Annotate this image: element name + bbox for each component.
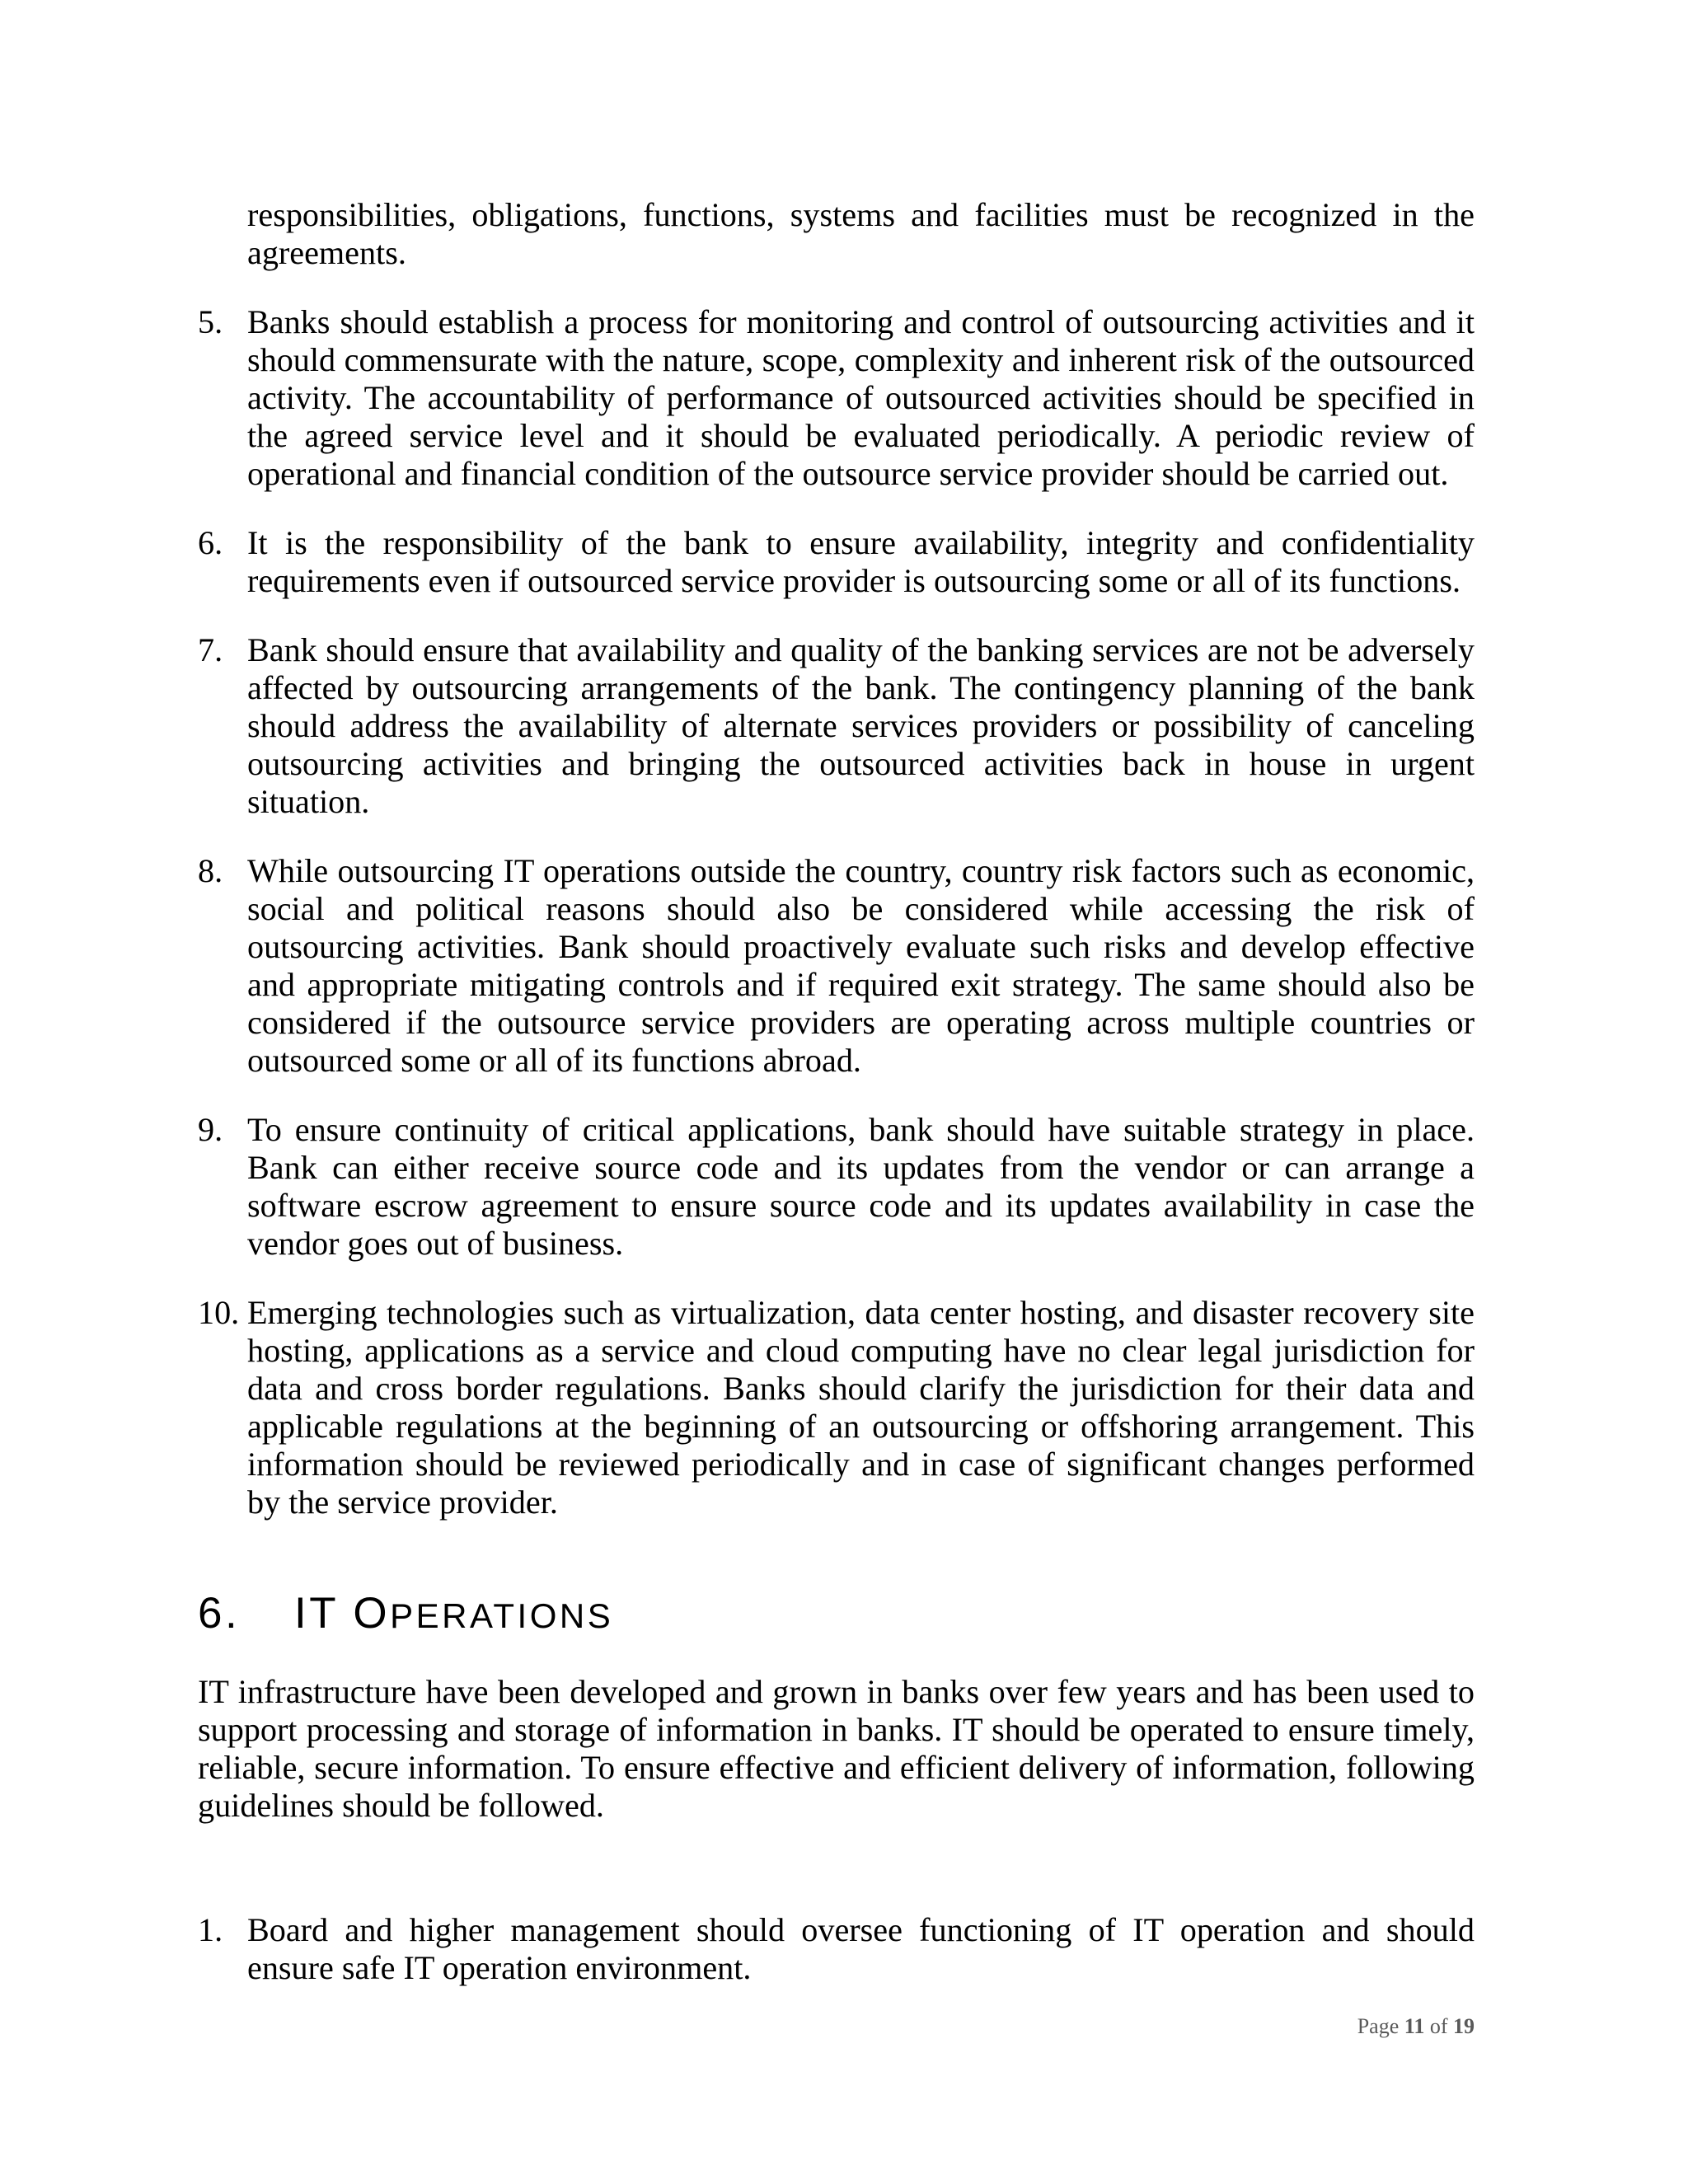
list-item-number: 10.: [198, 1294, 240, 1331]
list-item-text: Emerging technologies such as virtualization, data center hosting, and disaster recovery site hosting, applications as a service and cloud computing have no clear legal jurisdiction for data and cross border regulations. Banks should clarify the jurisdiction for their data and applicable regulations at the beginning of an outsourcing or offshoring arrangement. This information should be reviewed periodically and in case of significant changes performed by the service provider.: [247, 1294, 1475, 1521]
page-content: [198, 196, 1475, 1987]
list-item-number: 6.: [198, 524, 223, 561]
list-item-9: [198, 1111, 1475, 1263]
footer-current-page: 11: [1404, 2014, 1425, 2038]
list-item-6: [198, 524, 1475, 600]
list-item-number: 5.: [198, 303, 223, 340]
section-number: 6.: [198, 1589, 241, 1638]
list-item-number: 9.: [198, 1111, 223, 1148]
section-heading: [198, 1587, 1475, 1643]
list-item-10: [198, 1294, 1475, 1521]
list-item-1: [198, 1911, 1475, 1987]
list-item-text: Bank should ensure that availability and quality of the banking services are not be adversely affected by outsourcing arrangements of the bank. The contingency planning of the bank should address the availability of alternate services providers or possibility of canceling outsourcing activities and bringing the outsourced activities back in house in urgent situation.: [247, 631, 1475, 820]
footer-of-label: of: [1429, 2014, 1448, 2038]
list-item-text: To ensure continuity of critical applications, bank should have suitable strategy in place. Bank can either receive source code and its updates from the vendor or can arrange a software escrow agreement to ensure source code and its updates availability in case the vendor goes out of business.: [247, 1111, 1475, 1262]
footer-page-label: Page: [1357, 2014, 1400, 2038]
section-intro-paragraph: IT infrastructure have been developed and grown in banks over few years and has been used to support processing and storage of information in banks. IT should be operated to ensure timely, reliable, secure information. To ensure effective and efficient delivery of information, following guidelines should be followed.: [198, 1673, 1475, 1824]
list-item-text: It is the responsibility of the bank to ensure availability, integrity and confidentiality requirements even if outsourced service provider is outsourcing some or all of its functions.: [247, 524, 1475, 599]
continuation-paragraph: responsibilities, obligations, functions, systems and facilities must be recognized in the agreements.: [247, 196, 1475, 271]
list-item-number: 7.: [198, 631, 223, 668]
list-item-7: [198, 631, 1475, 821]
list-item-number: 1.: [198, 1911, 223, 1948]
page-footer: [1357, 2014, 1475, 2039]
list-item-text: While outsourcing IT operations outside the country, country risk factors such as economic, social and political reasons should also be considered while accessing the risk of outsourcing activities. Bank should proactively evaluate such risks and develop effective and appropriate mitigating controls and if required exit strategy. The same should also be considered if the outsource service providers are operating across multiple countries or outsourced some or all of its functions abroad.: [247, 852, 1475, 1079]
list-item-number: 8.: [198, 852, 223, 889]
section-title-word-2: OPERATIONS: [353, 1589, 614, 1638]
list-item-8: [198, 852, 1475, 1080]
section-title-word-1: IT: [294, 1589, 339, 1638]
list-item-5: [198, 303, 1475, 493]
list-item-text: Banks should establish a process for monitoring and control of outsourcing activities and it should commensurate with the nature, scope, complexity and inherent risk of the outsourced activity. The accountability of performance of outsourced activities should be specified in the agreed service level and it should be evaluated periodically. A periodic review of operational and financial condition of the outsource service provider should be carried out.: [247, 303, 1475, 492]
list-item-text: Board and higher management should oversee functioning of IT operation and should ensure safe IT operation environment.: [247, 1911, 1475, 1986]
footer-total-pages: 19: [1453, 2014, 1475, 2038]
